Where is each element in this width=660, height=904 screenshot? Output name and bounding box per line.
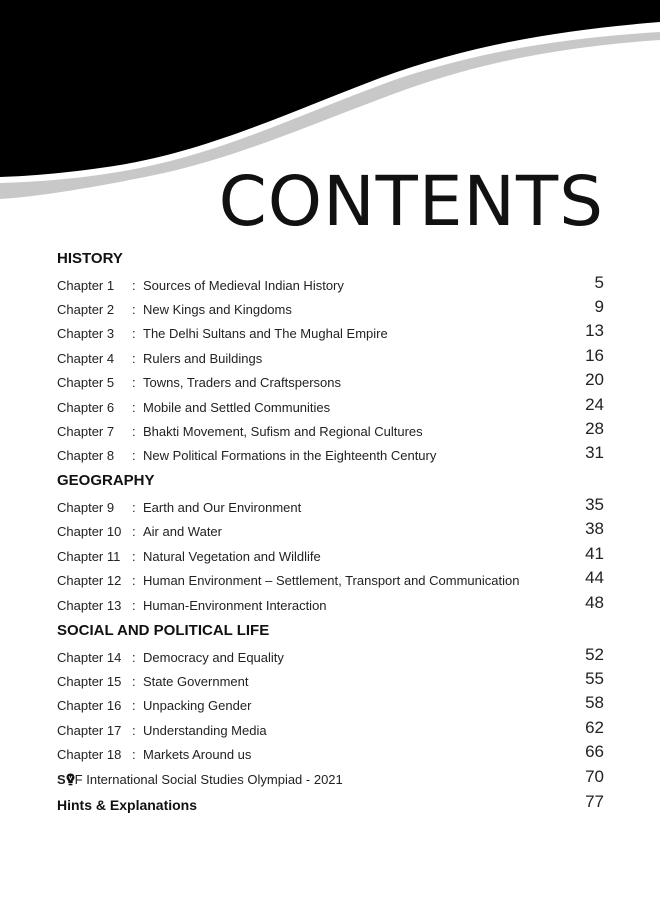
page-number: 28	[585, 419, 604, 438]
chapter-topic: Sources of Medieval Indian History	[143, 278, 344, 293]
separator: :	[132, 650, 136, 665]
chapter-label: Chapter 16	[57, 698, 122, 713]
chapter-topic: New Political Formations in the Eighteenth Century	[143, 448, 437, 463]
chapter-label: Chapter 12	[57, 573, 122, 588]
page-number: 66	[585, 742, 604, 761]
separator: :	[132, 549, 136, 564]
chapter-topic: Human-Environment Interaction	[143, 598, 327, 613]
toc-entry[interactable]	[57, 742, 604, 766]
separator: :	[132, 747, 136, 762]
page-number: 77	[585, 792, 604, 811]
chapter-label: Chapter 11	[57, 549, 121, 564]
chapter-topic: The Delhi Sultans and The Mughal Empire	[143, 326, 388, 341]
toc-entry[interactable]	[57, 669, 604, 693]
section-heading-history: HISTORY	[57, 250, 123, 267]
separator: :	[132, 302, 136, 317]
separator: :	[132, 278, 136, 293]
chapter-label: Chapter 2	[57, 302, 115, 317]
olympiad-entry-text	[57, 772, 343, 787]
toc-entry[interactable]	[57, 568, 604, 592]
chapter-topic: Democracy and Equality	[143, 650, 284, 665]
page-number: 62	[585, 718, 604, 737]
toc-entry[interactable]	[57, 544, 604, 568]
toc-entry[interactable]	[57, 297, 604, 321]
chapter-label: Chapter 14	[57, 650, 122, 665]
chapter-label: Chapter 5	[57, 375, 115, 390]
toc-entry[interactable]	[57, 395, 604, 419]
toc-entry-hints[interactable]	[57, 792, 604, 816]
toc-entry[interactable]	[57, 346, 604, 370]
chapter-label: Chapter 18	[57, 747, 122, 762]
toc-entry[interactable]	[57, 645, 604, 669]
section-heading-social-political-life: SOCIAL AND POLITICAL LIFE	[57, 622, 270, 639]
page-number: 5	[594, 273, 604, 292]
chapter-topic: Natural Vegetation and Wildlife	[143, 549, 321, 564]
chapter-topic: Understanding Media	[143, 723, 267, 738]
chapter-label: Chapter 3	[57, 326, 115, 341]
toc-entry[interactable]	[57, 419, 604, 443]
separator: :	[132, 351, 136, 366]
chapter-label: Chapter 1	[57, 278, 115, 293]
separator: :	[132, 424, 136, 439]
chapter-topic: Towns, Traders and Craftspersons	[143, 375, 341, 390]
separator: :	[132, 375, 136, 390]
chapter-topic: Air and Water	[143, 524, 222, 539]
chapter-label: Chapter 6	[57, 400, 115, 415]
chapter-topic: State Government	[143, 674, 249, 689]
toc-entry[interactable]	[57, 693, 604, 717]
chapter-label: Chapter 8	[57, 448, 115, 463]
chapter-topic: Bhakti Movement, Sufism and Regional Cultures	[143, 424, 423, 439]
page-number: 44	[585, 568, 604, 587]
chapter-label: Chapter 10	[57, 524, 122, 539]
page-number: 55	[585, 669, 604, 688]
separator: :	[132, 698, 136, 713]
toc-entry[interactable]	[57, 593, 604, 617]
separator: :	[132, 400, 136, 415]
page-number: 20	[585, 370, 604, 389]
sof-logo-letter: S	[57, 772, 66, 787]
separator: :	[132, 500, 136, 515]
bulb-logo-icon	[66, 773, 75, 786]
separator: :	[132, 448, 136, 463]
page-number: 16	[585, 346, 604, 365]
toc-entry[interactable]	[57, 273, 604, 297]
chapter-topic: Markets Around us	[143, 747, 252, 762]
separator: :	[132, 674, 136, 689]
chapter-label: Chapter 7	[57, 424, 115, 439]
chapter-topic: Human Environment – Settlement, Transport and Communication	[143, 573, 520, 588]
toc-entry[interactable]	[57, 321, 604, 345]
chapter-label: Chapter 13	[57, 598, 122, 613]
chapter-topic: New Kings and Kingdoms	[143, 302, 292, 317]
chapter-topic: Unpacking Gender	[143, 698, 252, 713]
olympiad-title: F International Social Studies Olympiad - 2021	[74, 772, 343, 787]
separator: :	[132, 326, 136, 341]
chapter-label: Chapter 4	[57, 351, 115, 366]
hints-explanations-label: Hints & Explanations	[57, 797, 198, 813]
separator: :	[132, 573, 136, 588]
toc-entry[interactable]	[57, 370, 604, 394]
toc-entry[interactable]	[57, 495, 604, 519]
page-number: 41	[585, 544, 604, 563]
chapter-topic: Mobile and Settled Communities	[143, 400, 331, 415]
page-number: 38	[585, 519, 604, 538]
separator: :	[132, 723, 136, 738]
chapter-label: Chapter 17	[57, 723, 122, 738]
separator: :	[132, 524, 136, 539]
toc-entry[interactable]	[57, 443, 604, 467]
section-heading-geography: GEOGRAPHY	[57, 472, 155, 489]
page-number: 35	[585, 495, 604, 514]
page-number: 9	[594, 297, 604, 316]
page-number: 24	[585, 395, 604, 414]
page-number: 52	[585, 645, 604, 664]
separator: :	[132, 598, 136, 613]
chapter-label: Chapter 9	[57, 500, 115, 515]
toc-entry[interactable]	[57, 718, 604, 742]
page-number: 13	[585, 321, 604, 340]
page-title: CONTENTS	[218, 162, 604, 242]
toc-entry[interactable]	[57, 519, 604, 543]
black-wave-shape	[0, 0, 660, 177]
page-number: 70	[585, 767, 604, 786]
page-number: 31	[585, 443, 604, 462]
chapter-label: Chapter 15	[57, 674, 122, 689]
page-number: 58	[585, 693, 604, 712]
chapter-topic: Earth and Our Environment	[143, 500, 302, 515]
toc-entry-olympiad[interactable]	[57, 767, 604, 791]
page-number: 48	[585, 593, 604, 612]
chapter-topic: Rulers and Buildings	[143, 351, 263, 366]
